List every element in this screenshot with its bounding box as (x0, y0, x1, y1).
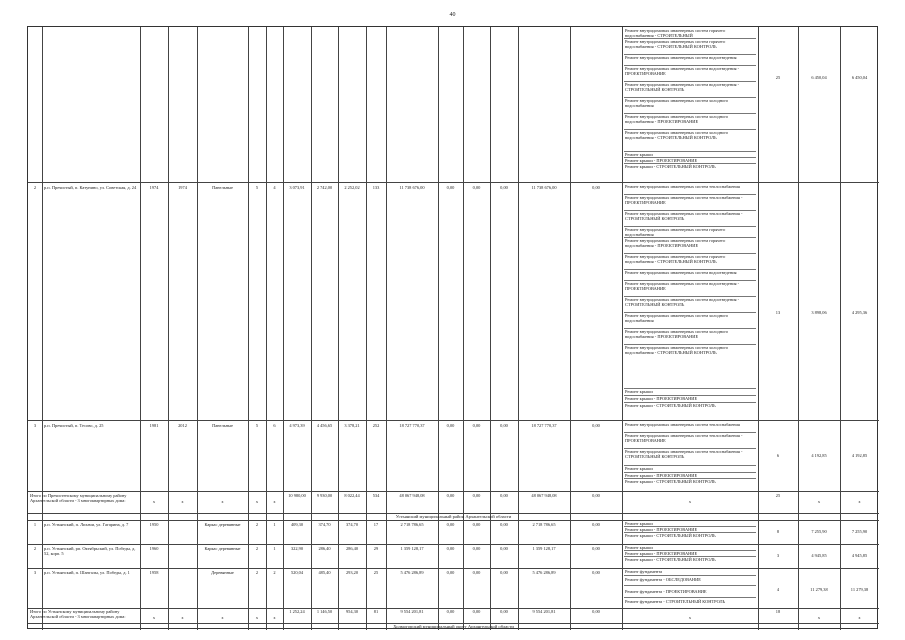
col-line (197, 27, 198, 630)
work-item: Ремонт внутридомовых инженерных систем холодного водоснабжения - ПРОЕКТИРОВАНИЕ (625, 114, 729, 125)
total-dash: x (255, 499, 259, 504)
cost-per-m2: 6 (776, 453, 780, 458)
col-line (490, 27, 491, 630)
work-item: Ремонт внутридомовых инженерных систем водоотведения - СТРОИТЕЛЬНЫЙ КОНТРОЛЬ (625, 297, 740, 308)
area-total: 4 973,39 (289, 423, 305, 428)
total-area-living: 1 146,50 (316, 609, 333, 614)
region-header: Устьянский муниципальный район Архангельской области (395, 514, 512, 519)
total-area-living: 9 930,00 (316, 493, 333, 498)
row-number: 1 (33, 522, 37, 527)
row-number: 3 (33, 570, 37, 575)
row-number: 2 (33, 546, 37, 551)
work-item: Ремонт внутридомовых инженерных систем водоотведения - СТРОИТЕЛЬНЫЙ КОНТРОЛЬ (625, 82, 740, 93)
row-line (28, 544, 879, 545)
cost-region: 0,00 (472, 522, 481, 527)
total-cost-other: 0,00 (592, 493, 600, 498)
area-living: 2 742,00 (316, 185, 333, 190)
cost-per-m2: 8 (776, 529, 780, 534)
area-living-2: 2 252,02 (344, 185, 360, 190)
total-cost-other: 0,00 (592, 609, 600, 614)
total-dash: x (688, 615, 692, 620)
cost-owners: 1 359 128,17 (532, 546, 556, 551)
limit-cost-2: 6 450,04 (851, 75, 868, 80)
entrances: 6 (273, 423, 276, 428)
cost-owners: 11 738 676,00 (531, 185, 557, 190)
row-line (28, 491, 879, 492)
cost-fund: 0,00 (446, 423, 455, 428)
total-dash: x (858, 615, 861, 620)
work-item: Ремонт крыши (625, 545, 653, 550)
wall-material: Каркас деревянные (204, 546, 241, 551)
total-label: Итого по Пречистенскому муниципальному району Архангельской области - 3 многоквартирных дома: (30, 493, 127, 504)
year-built: 1958 (149, 570, 159, 575)
work-item: Ремонт крыши - ПРОЕКТИРОВАНИЕ (625, 396, 698, 401)
limit-cost: 3 898,06 (811, 310, 827, 315)
work-item: Ремонт внутридомовых инженерных систем холодного водоснабжения (625, 313, 729, 324)
area-living-2: 374,70 (345, 522, 359, 527)
col-line (570, 27, 571, 630)
col-line (798, 27, 799, 630)
total-dash: x (181, 499, 184, 504)
cost-owners: 5 476 286,89 (532, 570, 556, 575)
work-item: Ремонт внутридомовых инженерных систем водоотведения (625, 270, 737, 275)
total-residents: 81 (373, 609, 379, 614)
col-line (283, 27, 284, 630)
total-dash: x (221, 615, 224, 620)
cost-per-m2: 25 (775, 75, 781, 80)
wall-material: Панельные (212, 185, 233, 190)
work-item: Ремонт внутридомовых инженерных систем теплоснабжения (625, 184, 740, 189)
total-label: Итого по Устьянскому муниципальному району Архангельской области - 3 многоквартирных дома: (30, 609, 126, 620)
total-cost-region: 0,00 (472, 493, 481, 498)
area-total: 322,90 (290, 546, 304, 551)
entrances: 1 (273, 522, 276, 527)
cost-region: 0,00 (472, 570, 481, 575)
year-built: 1950 (149, 522, 159, 527)
work-item: Ремонт крыши - СТРОИТЕЛЬНЫЙ КОНТРОЛЬ (625, 479, 716, 484)
year-built: 1974 (149, 185, 159, 190)
total-cost-fund: 0,00 (446, 493, 455, 498)
cost-owners: 2 718 786,65 (532, 522, 556, 527)
total-dash: x (221, 499, 224, 504)
total-dash: x (817, 499, 821, 504)
total-dash: x (273, 499, 276, 504)
work-item: Ремонт внутридомовых инженерных систем теплоснабжения - СТРОИТЕЛЬНЫЙ КОНТРОЛЬ (625, 211, 743, 222)
work-item: Ремонт фундамента (625, 569, 663, 574)
col-line (248, 27, 249, 630)
cost-fund: 0,00 (446, 522, 455, 527)
residents: 25 (373, 570, 379, 575)
floors: 5 (255, 423, 259, 428)
work-item: Ремонт внутридомовых инженерных систем теплоснабжения - СТРОИТЕЛЬНЫЙ КОНТРОЛЬ (625, 449, 743, 460)
total-cost-per-m2: 18 (775, 609, 781, 614)
cost-other: 0,00 (592, 423, 600, 428)
limit-cost: 4 945,85 (811, 553, 827, 558)
address: р.п. Устьянский, п. Шангалы, ул. Победы, д. 1 (44, 570, 130, 575)
area-living-2: 286,40 (345, 546, 359, 551)
total-cost-municipal: 0,00 (500, 493, 508, 498)
row-number: 2 (33, 185, 37, 190)
cost-per-m2: 4 (776, 587, 780, 592)
limit-cost: 11 279,38 (810, 587, 828, 592)
row-line (28, 568, 879, 569)
work-item: Ремонт фундамента - ПРОЕКТИРОВАНИЕ (625, 589, 707, 594)
limit-cost: 4 192,85 (811, 453, 827, 458)
entrances: 4 (273, 185, 276, 190)
work-item: Ремонт внутридомовых инженерных систем горячего водоснабжения (625, 227, 726, 238)
cost-fund: 0,00 (446, 546, 455, 551)
cost-total: 11 738 676,00 (399, 185, 425, 190)
total-cost-per-m2: 25 (775, 493, 781, 498)
work-item: Ремонт внутридомовых инженерных систем горячего водоснабжения - СТРОИТЕЛЬНЫЙ (625, 28, 726, 39)
total-cost: 48 067 948,08 (399, 493, 425, 498)
work-item: Ремонт внутридомовых инженерных систем горячего водоснабжения - СТРОИТЕЛЬНЫЙ КОНТРОЛЬ (625, 254, 726, 265)
work-item: Ремонт крыши - СТРОИТЕЛЬНЫЙ КОНТРОЛЬ (625, 403, 716, 408)
total-cost: 9 554 201,81 (400, 609, 424, 614)
total-area-living-2: 8 022,44 (344, 493, 360, 498)
col-line (463, 27, 464, 630)
work-item: Ремонт крыши (625, 466, 653, 471)
region-header: Холмогорский муниципальный округ Архангельской области (393, 624, 514, 629)
limit-cost: 7 255,90 (811, 529, 827, 534)
address: р.п. Устьянский, рп. Октябрьский, ул. Победы, д. 52, корп. 5 (44, 546, 136, 557)
total-cost-owners: 48 067 948,08 (531, 493, 557, 498)
cost-region: 0,00 (472, 546, 481, 551)
year-renovation: 1974 (178, 185, 187, 190)
floors: 2 (255, 546, 259, 551)
area-living-2: 3 378,21 (344, 423, 360, 428)
limit-cost-2: 7 255,90 (851, 529, 868, 534)
limit-cost-2: 4 945,85 (851, 553, 868, 558)
area-living: 485,40 (318, 570, 331, 575)
cost-total: 2 718 786,65 (400, 522, 424, 527)
entrances: 2 (273, 570, 276, 575)
work-item: Ремонт крыши - ПРОЕКТИРОВАНИЕ (625, 527, 698, 532)
cost-fund: 0,00 (446, 570, 455, 575)
work-item: Ремонт внутридомовых инженерных систем теплоснабжения - ПРОЕКТИРОВАНИЕ (625, 433, 743, 444)
col-line (338, 27, 339, 630)
cost-per-m2: 13 (775, 310, 781, 315)
area-total: 3 073,91 (289, 185, 305, 190)
col-line (168, 27, 169, 630)
area-total: 409,30 (290, 522, 304, 527)
work-item: Ремонт внутридомовых инженерных систем теплоснабжения - ПРОЕКТИРОВАНИЕ (625, 195, 743, 206)
work-item: Ремонт крыши - СТРОИТЕЛЬНЫЙ КОНТРОЛЬ (625, 533, 716, 538)
total-dash: x (858, 499, 861, 504)
cost-other: 0,00 (592, 546, 600, 551)
work-item: Ремонт внутридомовых инженерных систем холодного водоснабжения - СТРОИТЕЛЬНЫЙ КОНТРОЛЬ (625, 130, 729, 141)
residents: 17 (373, 522, 379, 527)
col-line (140, 27, 141, 630)
year-renovation: 2012 (178, 423, 187, 428)
residents: 29 (373, 546, 379, 551)
work-item: Ремонт внутридомовых инженерных систем водоотведения - ПРОЕКТИРОВАНИЕ (625, 281, 740, 292)
row-line (28, 182, 879, 183)
row-line (28, 520, 879, 521)
work-item: Ремонт крыши - ПРОЕКТИРОВАНИЕ (625, 473, 698, 478)
total-dash: x (152, 499, 156, 504)
row-number: 3 (33, 423, 37, 428)
work-item: Ремонт внутридомовых инженерных систем холодного водоснабжения (625, 98, 729, 109)
limit-cost-2: 4 192,85 (851, 453, 868, 458)
address: р.п. Пречистый, п. Катунино, ул. Советская, д. 24 (44, 185, 137, 190)
total-cost-fund: 0,00 (446, 609, 455, 614)
wall-material: Деревянные (211, 570, 234, 575)
cost-municipal: 0,00 (500, 522, 508, 527)
residents: 133 (372, 185, 380, 190)
work-item: Ремонт внутридомовых инженерных систем водоотведения - ПРОЕКТИРОВАНИЕ (625, 66, 740, 77)
cost-other: 0,00 (592, 185, 600, 190)
work-item: Ремонт крыши - ПРОЕКТИРОВАНИЕ (625, 551, 698, 556)
total-dash: x (273, 615, 276, 620)
limit-cost-2: 4 295,36 (851, 310, 868, 315)
work-item: Ремонт внутридомовых инженерных систем горячего водоснабжения - СТРОИТЕЛЬНЫЙ КОНТРОЛЬ (625, 39, 726, 50)
page-number: 40 (449, 12, 456, 18)
total-dash: x (817, 615, 821, 620)
work-item: Ремонт крыши - ПРОЕКТИРОВАНИЕ (625, 158, 698, 163)
cost-fund: 0,00 (446, 185, 455, 190)
entrances: 1 (273, 546, 276, 551)
wall-material: Панельные (212, 423, 233, 428)
floors: 2 (255, 522, 259, 527)
cost-per-m2: 3 (776, 553, 780, 558)
col-line (311, 27, 312, 630)
address: р.п. Устьянский, п. Лихачи, ул. Гагарина, д. 7 (44, 522, 129, 527)
address: р.п. Пречистый, п. Тесово, д. 25 (44, 423, 104, 428)
col-line (438, 27, 439, 630)
cost-total: 5 476 286,89 (400, 570, 424, 575)
cost-total: 18 727 770,37 (399, 423, 425, 428)
total-cost-municipal: 0,00 (500, 609, 508, 614)
total-dash: x (255, 615, 259, 620)
limit-cost: 6 450,04 (811, 75, 827, 80)
work-item: Ремонт внутридомовых инженерных систем холодного водоснабжения - ПРОЕКТИРОВАНИЕ (625, 329, 729, 340)
total-dash: x (152, 615, 156, 620)
total-dash: x (181, 615, 184, 620)
limit-cost-2: 11 279,38 (850, 587, 869, 592)
cost-owners: 18 727 770,37 (531, 423, 557, 428)
work-item: Ремонт фундамента - ОБСЛЕДОВАНИЕ (625, 577, 701, 582)
cost-municipal: 0,00 (500, 423, 508, 428)
col-line (266, 27, 267, 630)
total-dash: x (688, 499, 692, 504)
floors: 5 (255, 185, 259, 190)
work-item: Ремонт крыши - СТРОИТЕЛЬНЫЙ КОНТРОЛЬ (625, 557, 716, 562)
cost-municipal: 0,00 (500, 570, 508, 575)
register-table (27, 26, 878, 629)
work-item: Ремонт крыши - СТРОИТЕЛЬНЫЙ КОНТРОЛЬ (625, 164, 716, 169)
total-residents: 534 (372, 493, 380, 498)
work-item: Ремонт внутридомовых инженерных систем теплоснабжения (625, 422, 740, 427)
col-line (42, 27, 43, 630)
area-total: 520,04 (290, 570, 304, 575)
work-item: Ремонт фундамента - СТРОИТЕЛЬНЫЙ КОНТРОЛЬ (625, 599, 726, 604)
floors: 2 (255, 570, 259, 575)
total-area-total: 10 980,00 (288, 493, 306, 498)
cost-other: 0,00 (592, 522, 600, 527)
area-living: 374,70 (318, 522, 331, 527)
cost-municipal: 0,00 (500, 185, 508, 190)
col-line (518, 27, 519, 630)
cost-other: 0,00 (592, 570, 600, 575)
cost-municipal: 0,00 (500, 546, 508, 551)
total-cost-region: 0,00 (472, 609, 481, 614)
total-cost-owners: 9 554 201,81 (532, 609, 556, 614)
area-living-2: 293,20 (345, 570, 359, 575)
year-built: 1981 (149, 423, 159, 428)
work-item: Ремонт крыши (625, 521, 653, 526)
work-item: Ремонт крыши (625, 389, 653, 394)
year-built: 1960 (149, 546, 159, 551)
total-area-total: 1 252,24 (289, 609, 305, 614)
work-item: Ремонт крыши (625, 152, 653, 157)
cost-region: 0,00 (472, 185, 481, 190)
work-item: Ремонт внутридомовых инженерных систем водоотведения (625, 55, 737, 60)
row-line (28, 420, 879, 421)
area-living: 4 456,65 (316, 423, 333, 428)
work-item: Ремонт внутридомовых инженерных систем холодного водоснабжения - СТРОИТЕЛЬНЫЙ КОНТРОЛЬ (625, 345, 729, 356)
col-line (758, 27, 759, 630)
wall-material: Каркас деревянные (204, 522, 241, 527)
col-line (386, 27, 387, 630)
area-living: 286,40 (318, 546, 331, 551)
work-item: Ремонт внутридомовых инженерных систем горячего водоснабжения - ПРОЕКТИРОВАНИЕ (625, 238, 726, 249)
cost-total: 1 359 128,17 (400, 546, 424, 551)
residents: 252 (372, 423, 380, 428)
cost-region: 0,00 (472, 423, 481, 428)
col-line (622, 27, 623, 630)
total-area-living-2: 954,30 (345, 609, 359, 614)
col-line (366, 27, 367, 630)
col-line (840, 27, 841, 630)
